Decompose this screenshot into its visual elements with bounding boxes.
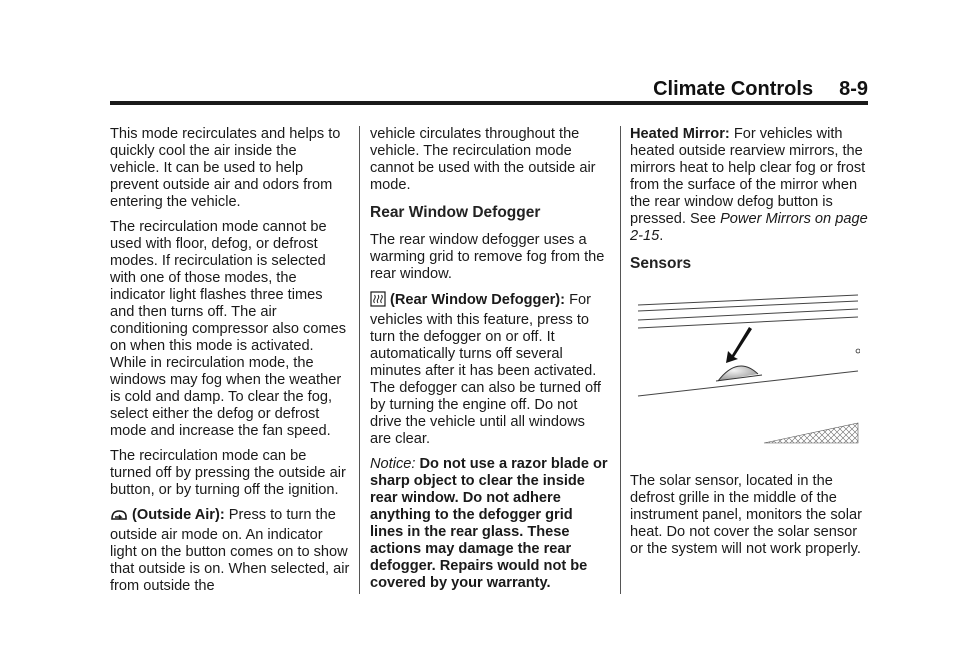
notice-label: Notice: [370, 456, 416, 472]
column-divider [620, 126, 621, 594]
heated-mirror-text: For vehicles with heated outside rearview mirrors, the mirrors heat to help clear fog or frost from the surface of the mirror when the rear window defog button is pressed. See [630, 126, 866, 227]
notice-paragraph [370, 456, 608, 592]
defogger-paragraph [370, 291, 608, 448]
outside-air-paragraph [110, 507, 350, 595]
outside-air-icon [110, 508, 128, 527]
paragraph: The rear window defogger uses a warming grid to remove fog from the rear window. [370, 232, 605, 282]
paragraph: This mode recirculates and helps to quickly cool the air inside the vehicle. It can be used to help prevent outside air and odors from entering the vehicle. [110, 126, 341, 210]
rear-defog-icon [370, 291, 386, 312]
column-divider [359, 126, 360, 594]
column-2 [370, 126, 608, 600]
column-3 [630, 126, 868, 566]
defogger-label: (Rear Window Defogger): [390, 292, 565, 308]
heated-mirror-label: Heated Mirror: [630, 126, 730, 142]
heading-sensors: Sensors [630, 255, 692, 272]
heated-mirror-paragraph: Heated Mirror: For vehicles with heated outside rearview mirrors, the mirrors heat to help clear fog or frost from the surface of the mirror when the rear window defog button is pressed. See Power Mirrors on page 2-15. [630, 126, 868, 244]
header-rule [110, 101, 868, 105]
notice-text: Do not use a razor blade or sharp object to clear the inside rear window. Do not adhere anything to the defogger grid lines in the rear glass. These actions may damage the rear defogger. Repairs would not be covered by your warranty. [370, 456, 608, 591]
column-1 [110, 126, 350, 603]
solar-sensor-drawing [630, 291, 860, 451]
page-number: 8-9 [839, 78, 868, 100]
paragraph: vehicle circulates throughout the vehicle. The recirculation mode cannot be used with the outside air mode. [370, 126, 596, 193]
outside-air-label: (Outside Air): [132, 507, 225, 523]
paragraph: The solar sensor, located in the defrost grille in the middle of the instrument panel, monitors the solar heat. Do not cover the solar sensor or the system will not work properly. [630, 473, 862, 557]
paragraph: The recirculation mode cannot be used with floor, defog, or defrost modes. If recirculation is selected with one of those modes, the indicator light flashes three times and then turns off. The air conditioning compressor also comes on when this mode is activated. While in recirculation mode, the windows may fog when the weather is cold and damp. To clear the fog, select either the defog or defrost mode and increase the fan speed. [110, 219, 347, 439]
defogger-text: For vehicles with this feature, press to turn the defogger on or off. It automatically turns off several minutes after it has been activated. The defogger can also be turned off by turning the engine off. Do not drive the vehicle until all windows are clear. [370, 292, 601, 447]
cross-reference: Power Mirrors on page 2-15 [630, 211, 868, 244]
paragraph: The recirculation mode can be turned off by pressing the outside air button, or by turning off the ignition. [110, 448, 346, 498]
heading-rear-window-defogger: Rear Window Defogger [370, 204, 541, 221]
outside-air-text: Press to turn the outside air mode on. An indicator light on the button comes on to show that outside is on. When selected, air from outside the [110, 507, 350, 594]
section-title: Climate Controls [653, 78, 814, 100]
solar-sensor-illustration [630, 291, 860, 451]
